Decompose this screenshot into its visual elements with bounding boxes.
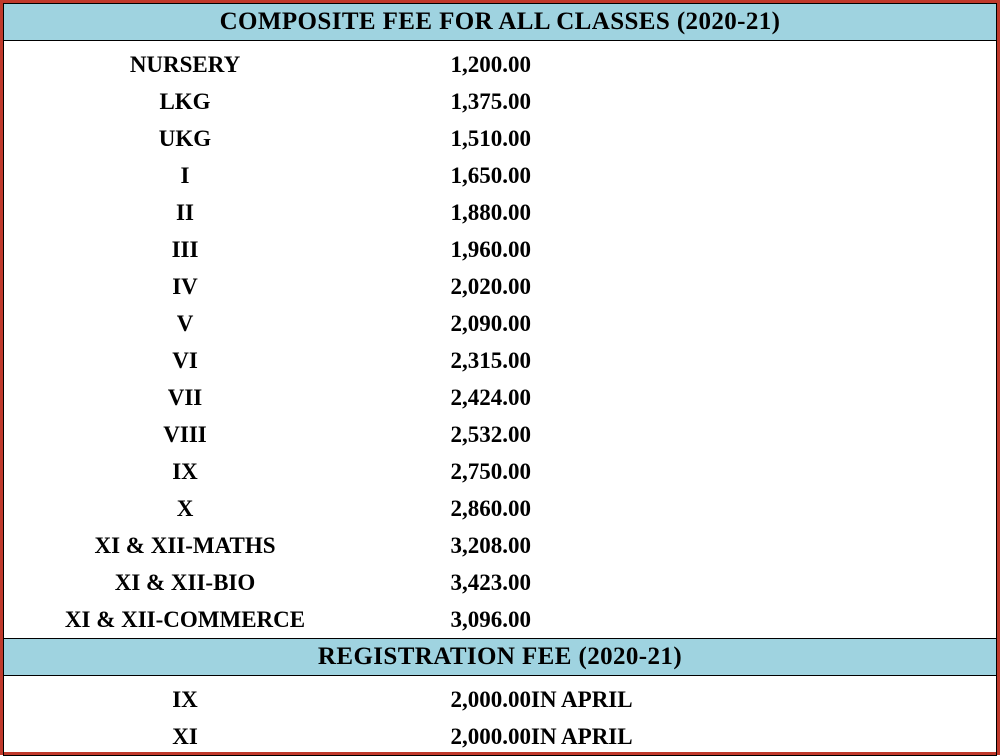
- amount-value: 2,532.00: [450, 422, 531, 447]
- class-label: III: [171, 237, 199, 262]
- table-row: [4, 453, 1000, 490]
- class-label: VI: [172, 348, 198, 373]
- note-value: [531, 490, 1000, 527]
- composite-fee-rows: [4, 41, 1000, 638]
- table-row: [4, 416, 1000, 453]
- note-value: [531, 342, 1000, 379]
- amount-value: 2,000.00: [450, 687, 531, 712]
- class-label: IX: [172, 687, 198, 712]
- class-label: XI & XII-MATHS: [94, 533, 276, 558]
- composite-fee-header-row: [4, 4, 997, 41]
- amount-value: 1,375.00: [450, 89, 531, 114]
- amount-value: 3,096.00: [450, 607, 531, 632]
- note-value: [531, 527, 1000, 564]
- class-label: VIII: [163, 422, 207, 447]
- table-row: [4, 268, 1000, 305]
- class-label: IX: [172, 459, 198, 484]
- registration-fee-rows: [4, 676, 1000, 755]
- class-label: UKG: [158, 126, 212, 151]
- registration-fee-body-row: [4, 676, 997, 756]
- note-value: [531, 157, 1000, 194]
- class-label: X: [176, 496, 194, 521]
- class-label: I: [180, 163, 190, 188]
- table-row: [4, 342, 1000, 379]
- note-value: [531, 564, 1000, 601]
- note-value: [531, 453, 1000, 490]
- amount-value: 1,510.00: [450, 126, 531, 151]
- table-row: [4, 157, 1000, 194]
- class-label: XI: [172, 724, 198, 749]
- amount-value: 2,315.00: [450, 348, 531, 373]
- table-row: [4, 564, 1000, 601]
- class-label: LKG: [159, 89, 211, 114]
- table-row: [4, 231, 1000, 268]
- amount-value: 2,750.00: [450, 459, 531, 484]
- amount-value: 2,424.00: [450, 385, 531, 410]
- registration-fee-body: [4, 676, 997, 756]
- table-row: [4, 194, 1000, 231]
- amount-value: 2,090.00: [450, 311, 531, 336]
- note-value: [531, 83, 1000, 120]
- table-row: [4, 681, 1000, 718]
- note-value: [531, 120, 1000, 157]
- table-row: [4, 490, 1000, 527]
- table-row: [4, 83, 1000, 120]
- table-row: [4, 527, 1000, 564]
- note-value: [531, 379, 1000, 416]
- note-value: [531, 416, 1000, 453]
- class-label: NURSERY: [129, 52, 241, 77]
- amount-value: 2,020.00: [450, 274, 531, 299]
- table-row: [4, 718, 1000, 755]
- note-value: IN APRIL: [531, 687, 633, 712]
- note-value: [531, 601, 1000, 638]
- amount-value: 1,200.00: [450, 52, 531, 77]
- table-row: [4, 305, 1000, 342]
- table-row: [4, 379, 1000, 416]
- amount-value: 1,650.00: [450, 163, 531, 188]
- registration-fee-header-row: [4, 639, 997, 676]
- amount-value: 3,423.00: [450, 570, 531, 595]
- amount-value: 1,880.00: [450, 200, 531, 225]
- class-label: V: [176, 311, 194, 336]
- fee-table: [3, 3, 997, 756]
- note-value: [531, 231, 1000, 268]
- table-row: [4, 120, 1000, 157]
- amount-value: 3,208.00: [450, 533, 531, 558]
- class-label: VII: [167, 385, 203, 410]
- note-value: [531, 268, 1000, 305]
- note-value: IN APRIL: [531, 724, 633, 749]
- class-label: II: [176, 200, 194, 225]
- table-row: [4, 601, 1000, 638]
- class-label: IV: [172, 274, 198, 299]
- note-value: [531, 305, 1000, 342]
- composite-fee-body: [4, 41, 997, 639]
- amount-value: 1,960.00: [450, 237, 531, 262]
- table-row: [4, 46, 1000, 83]
- fee-table-body: [4, 4, 997, 756]
- amount-value: 2,860.00: [450, 496, 531, 521]
- note-value: [531, 46, 1000, 83]
- class-label: XI & XII-COMMERCE: [64, 607, 306, 632]
- registration-fee-title: REGISTRATION FEE (2020-21): [4, 639, 997, 676]
- amount-value: 2,000.00: [450, 724, 531, 749]
- composite-fee-body-row: [4, 41, 997, 639]
- class-label: XI & XII-BIO: [114, 570, 256, 595]
- composite-fee-title: COMPOSITE FEE FOR ALL CLASSES (2020-21): [4, 4, 997, 41]
- note-value: [531, 194, 1000, 231]
